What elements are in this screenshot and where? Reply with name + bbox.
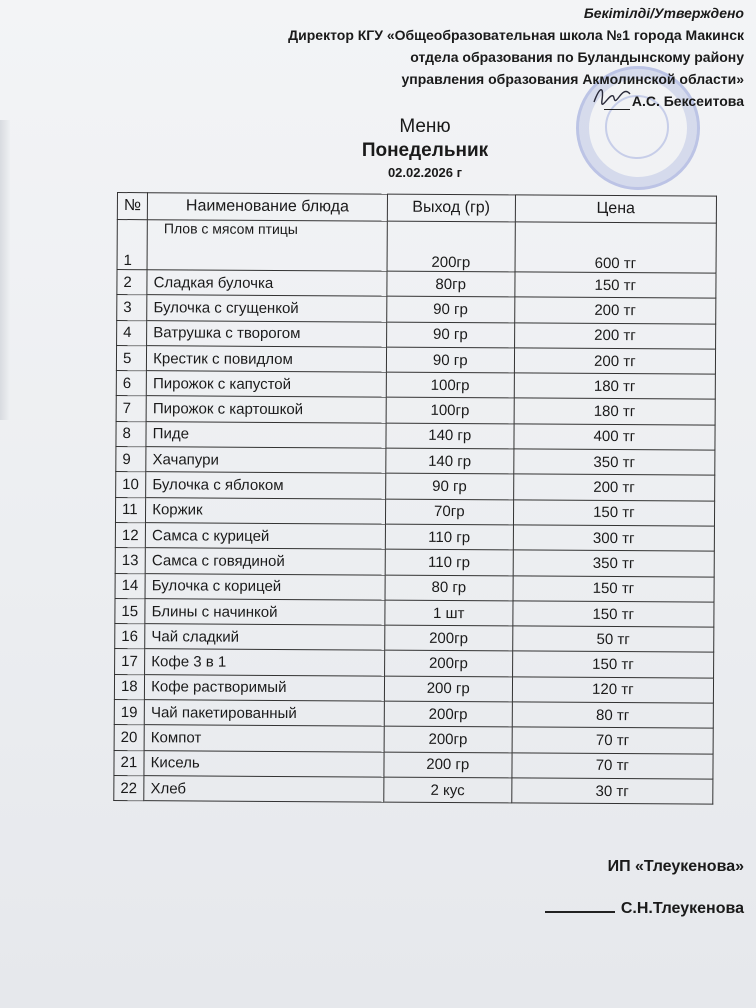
table-row <box>115 573 714 602</box>
cell-price: 600 тг <box>515 222 717 273</box>
cell-dish-name: Плов с мясом птицы <box>147 220 387 271</box>
cell-output: 90 гр <box>386 347 514 373</box>
cell-number: 6 <box>116 371 146 396</box>
menu-table-body <box>114 220 717 805</box>
cell-output: 70гр <box>385 499 513 525</box>
cell-price: 150 тг <box>513 575 714 602</box>
cell-price: 150 тг <box>512 651 713 678</box>
cell-number: 13 <box>115 548 145 573</box>
table-row <box>116 421 715 450</box>
table-row <box>115 624 714 653</box>
cell-price: 350 тг <box>513 550 714 577</box>
cell-number: 17 <box>115 649 145 674</box>
cell-dish-name: Блины с начинкой <box>145 599 385 626</box>
approval-block <box>184 2 744 112</box>
header-price: Цена <box>515 195 716 223</box>
cell-price: 300 тг <box>513 525 714 552</box>
table-row <box>117 270 716 299</box>
cell-output: 100гр <box>386 372 514 398</box>
menu-date: 02.02.2026 г <box>387 165 463 180</box>
cell-dish-name: Сладкая булочка <box>147 270 387 297</box>
day-title: Понедельник <box>361 140 489 161</box>
table-row <box>114 700 713 729</box>
table-row <box>114 674 713 703</box>
cell-number: 19 <box>114 700 144 725</box>
cell-number: 11 <box>115 497 145 522</box>
cell-number: 22 <box>114 775 144 800</box>
approval-signature-row <box>604 90 744 112</box>
approval-signatory: А.С. Бексеитова <box>631 93 744 109</box>
table-row <box>115 548 714 577</box>
header-output: Выход (гр) <box>387 194 515 222</box>
cell-price: 120 тг <box>512 677 713 704</box>
cell-dish-name: Хачапури <box>146 447 386 474</box>
cell-price: 150 тг <box>513 500 714 527</box>
cell-dish-name: Чай пакетированный <box>144 700 384 727</box>
table-row <box>117 320 716 349</box>
cell-output: 90 гр <box>387 296 515 322</box>
footer-company: ИП «Тлеукенова» <box>607 858 744 875</box>
table-row <box>117 220 716 274</box>
cell-number: 20 <box>114 725 144 750</box>
cell-price: 200 тг <box>514 323 715 350</box>
table-row <box>115 522 714 551</box>
cell-dish-name: Кофе растворимый <box>145 674 385 701</box>
signature-line <box>604 109 630 110</box>
menu-table <box>113 192 717 805</box>
document-titles <box>300 116 550 182</box>
table-row <box>117 295 716 324</box>
cell-number: 8 <box>116 421 146 446</box>
cell-output: 80 гр <box>385 575 513 601</box>
cell-number: 16 <box>115 624 145 649</box>
table-header-row <box>117 193 716 224</box>
cell-price: 70 тг <box>512 727 713 754</box>
table-row <box>116 345 715 374</box>
table-row <box>114 725 713 754</box>
cell-number: 18 <box>114 674 144 699</box>
cell-dish-name: Самса с курицей <box>145 523 385 550</box>
cell-output: 90 гр <box>386 322 514 348</box>
table-row <box>114 775 713 804</box>
cell-output: 200гр <box>387 221 515 272</box>
table-row <box>115 497 714 526</box>
cell-dish-name: Ватрушка с творогом <box>147 320 387 347</box>
cell-number: 21 <box>114 750 144 775</box>
cell-output: 1 шт <box>385 600 513 626</box>
cell-output: 200 гр <box>384 676 512 702</box>
cell-output: 110 гр <box>385 524 513 550</box>
cell-output: 110 гр <box>385 549 513 575</box>
cell-output: 80гр <box>387 271 515 297</box>
cell-output: 200гр <box>385 625 513 651</box>
table-row <box>116 371 715 400</box>
cell-dish-name: Кофе 3 в 1 <box>145 649 385 676</box>
cell-price: 50 тг <box>512 626 713 653</box>
cell-dish-name: Кисель <box>144 750 384 777</box>
table-row <box>116 396 715 425</box>
approval-status: Бекітілді/Утверждено <box>583 5 744 21</box>
cell-dish-name: Булочка с сгущенкой <box>147 295 387 322</box>
cell-number: 1 <box>117 220 147 270</box>
cell-number: 7 <box>116 396 146 421</box>
cell-price: 150 тг <box>513 601 714 628</box>
table-row <box>116 447 715 476</box>
footer-signature-line <box>545 911 615 913</box>
cell-dish-name: Компот <box>144 725 384 752</box>
cell-output: 2 кус <box>384 777 512 803</box>
footer-signatory: С.Н.Тлеукенова <box>620 900 744 917</box>
cell-price: 70 тг <box>512 753 713 780</box>
cell-dish-name: Пирожок с капустой <box>146 371 386 398</box>
cell-dish-name: Коржик <box>146 497 386 524</box>
cell-number: 14 <box>115 573 145 598</box>
approval-line-1: Директор КГУ «Общеобразовательная школа №1 города Макинск <box>288 27 744 43</box>
cell-price: 150 тг <box>515 272 716 299</box>
cell-price: 400 тг <box>514 424 715 451</box>
cell-price: 30 тг <box>511 778 712 805</box>
cell-dish-name: Чай сладкий <box>145 624 385 651</box>
cell-dish-name: Булочка с корицей <box>145 573 385 600</box>
cell-price: 180 тг <box>514 373 715 400</box>
cell-number: 12 <box>115 522 145 547</box>
approval-line-2: отдела образования по Буландынскому району <box>410 49 744 65</box>
cell-output: 200гр <box>384 701 512 727</box>
cell-output: 140 гр <box>386 448 514 474</box>
footer-block <box>545 856 744 920</box>
cell-number: 15 <box>115 598 145 623</box>
cell-dish-name: Хлеб <box>144 776 384 803</box>
table-row <box>115 598 714 627</box>
cell-number: 4 <box>117 320 147 345</box>
cell-output: 140 гр <box>386 423 514 449</box>
table-row <box>116 472 715 501</box>
cell-output: 200гр <box>384 651 512 677</box>
table-row <box>115 649 714 678</box>
cell-output: 200гр <box>384 726 512 752</box>
approval-line-3: управления образования Акмолинской области» <box>401 71 744 87</box>
cell-dish-name: Самса с говядиной <box>145 548 385 575</box>
cell-price: 200 тг <box>514 348 715 375</box>
table-row <box>114 750 713 779</box>
cell-number: 3 <box>117 295 147 320</box>
cell-dish-name: Пиде <box>146 421 386 448</box>
cell-price: 200 тг <box>514 297 715 324</box>
cell-output: 100гр <box>386 398 514 424</box>
cell-price: 350 тг <box>513 449 714 476</box>
cell-output: 200 гр <box>384 752 512 778</box>
cell-number: 10 <box>116 472 146 497</box>
header-number: № <box>117 193 147 220</box>
cell-dish-name: Крестик с повидлом <box>147 346 387 373</box>
cell-price: 180 тг <box>514 398 715 425</box>
paper-fold-shadow <box>0 120 10 420</box>
cell-number: 2 <box>117 270 147 295</box>
cell-dish-name: Булочка с яблоком <box>146 472 386 499</box>
header-dish-name: Наименование блюда <box>148 193 388 221</box>
cell-price: 200 тг <box>513 474 714 501</box>
cell-number: 5 <box>116 345 146 370</box>
cell-number: 9 <box>116 447 146 472</box>
cell-dish-name: Пирожок с картошкой <box>146 396 386 423</box>
cell-price: 80 тг <box>512 702 713 729</box>
cell-output: 90 гр <box>385 474 513 500</box>
menu-title: Меню <box>399 116 451 137</box>
